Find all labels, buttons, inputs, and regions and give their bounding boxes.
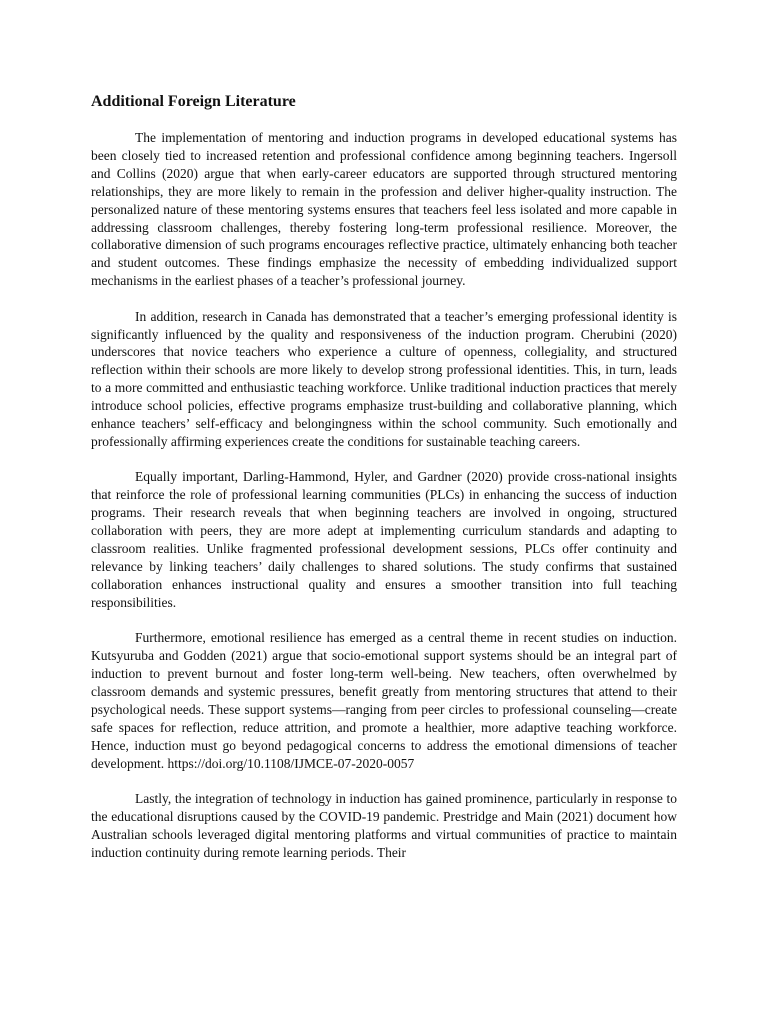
- paragraph-professional-identity: In addition, research in Canada has demonstrated that a teacher’s emerging professional identity is significantly influenced by the quality and responsiveness of the induction program. Cherubini (2020) underscores that novice teachers who experience a culture of openness, collegiality, and structured reflection within their schools are more likely to develop strong professional identities. This, in turn, leads to a more committed and enthusiastic teaching workforce. Unlike traditional induction practices that merely introduce school policies, effective programs emphasize trust-building and collaborative planning, which enhance teachers’ self-efficacy and belongingness within the school community. Such emotionally and professionally affirming experiences create the conditions for sustainable teaching careers.: [91, 308, 677, 449]
- paragraph-emotional-resilience: Furthermore, emotional resilience has emerged as a central theme in recent studies on induction. Kutsyuruba and Godden (2021) argue that socio-emotional support systems should be an integral part of induction to prevent burnout and foster long-term well-being. New teachers, often overwhelmed by classroom demands and systemic pressures, benefit greatly from mentoring structures that attend to their psychological needs. These support systems—ranging from peer circles to professional counseling—create safe spaces for reflection, reduce attrition, and promote a healthier, more adaptive teaching workforce. Hence, induction must go beyond pedagogical concerns to address the emotional dimensions of teacher development. https://doi.org/10.1108/IJMCE-07-2020-0057: [91, 630, 677, 771]
- paragraph-technology-integration: Lastly, the integration of technology in induction has gained prominence, particularly in response to the educational disruptions caused by the COVID-19 pandemic. Prestridge and Main (2021) document how Australian schools leveraged digital mentoring platforms and virtual communities of practice to maintain induction continuity during remote learning periods. Their: [91, 790, 677, 860]
- paragraph-mentoring-programs: The implementation of mentoring and induction programs in developed educational systems has been closely tied to increased retention and professional confidence among beginning teachers. Ingersoll and Collins (2020) argue that when early-career educators are supported through structured mentoring relationships, they are more likely to remain in the profession and deliver higher-quality instruction. The personalized nature of these mentoring systems ensures that teachers feel less isolated and more capable in addressing classroom challenges, thereby fostering long-term professional resilience. Moreover, the collaborative dimension of such programs encourages reflective practice, ultimately enhancing both teacher and student outcomes. These findings emphasize the necessity of embedding individualized support mechanisms in the earliest phases of a teacher’s professional journey.: [91, 130, 677, 289]
- document-page: [91, 92, 677, 879]
- paragraph-learning-communities: Equally important, Darling-Hammond, Hyler, and Gardner (2020) provide cross-national insights that reinforce the role of professional learning communities (PLCs) in enhancing the success of induction programs. Their research reveals that when beginning teachers are involved in ongoing, structured collaboration with peers, they are more adept at implementing curriculum standards and adapting to classroom realities. Unlike fragmented professional development sessions, PLCs offer continuity and relevance by linking teachers’ daily challenges to shared solutions. The study confirms that sustained collaboration enhances instructional quality and ensures a smoother transition into full teaching responsibilities.: [91, 469, 677, 610]
- section-heading: Additional Foreign Literature: [91, 93, 296, 110]
